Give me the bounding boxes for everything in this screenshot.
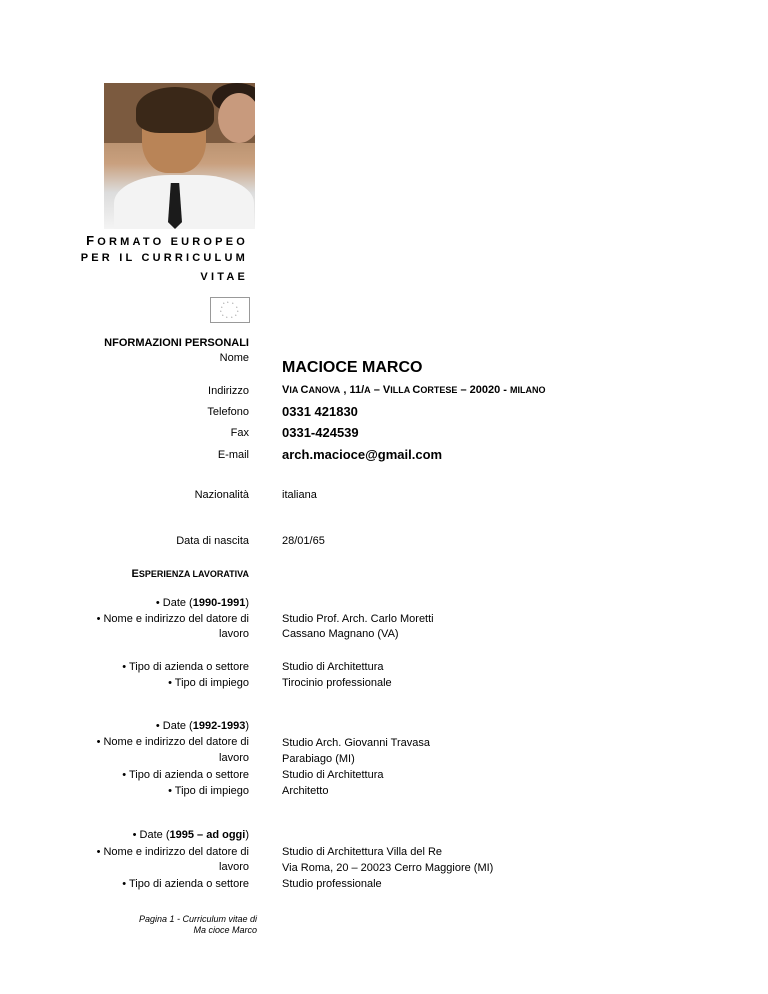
entry-job-label: • Tipo di impiego — [168, 785, 249, 797]
document-title-line-3: VITAE — [200, 271, 248, 283]
entry-job: Architetto — [282, 785, 329, 797]
phone-value: 0331 421830 — [282, 404, 358, 419]
entry-employer-name: Studio Arch. Giovanni Travasa — [282, 737, 430, 749]
address-label: Indirizzo — [208, 385, 249, 397]
name-label: Nome — [219, 352, 249, 364]
entry-date: • Date (1990-1991) — [155, 597, 249, 609]
name-value: MACIOCE MARCO — [282, 359, 423, 376]
entry-employer-address: Via Roma, 20 – 20023 Cerro Maggiore (MI) — [282, 862, 494, 874]
entry-sector: Studio professionale — [282, 878, 382, 890]
fax-value: 0331-424539 — [282, 425, 359, 440]
entry-employer-label: • Nome e indirizzo del datore di — [96, 613, 249, 625]
personal-info-heading: NFORMAZIONI PERSONALI — [104, 337, 249, 349]
entry-employer-name: Studio Prof. Arch. Carlo Moretti — [282, 613, 434, 625]
entry-job: Tirocinio professionale — [282, 677, 392, 689]
entry-employer-label-cont: lavoro — [219, 752, 249, 764]
entry-date: • Date (1995 – ad oggi) — [132, 829, 249, 841]
phone-label: Telefono — [207, 406, 249, 418]
profile-photo — [104, 83, 255, 229]
nationality-value: italiana — [282, 489, 317, 501]
entry-sector: Studio di Architettura — [282, 661, 384, 673]
entry-employer-address: Cassano Magnano (VA) — [282, 628, 399, 640]
entry-employer-label: • Nome e indirizzo del datore di — [96, 846, 249, 858]
birth-date-value: 28/01/65 — [282, 535, 325, 547]
entry-employer-label-cont: lavoro — [219, 861, 249, 873]
entry-employer-name: Studio di Architettura Villa del Re — [282, 846, 442, 858]
footer-line-2: Ma cioce Marco — [193, 925, 257, 935]
document-title-line-2: PER IL CURRICULUM — [80, 252, 248, 264]
fax-label: Fax — [230, 427, 249, 439]
entry-employer-label: • Nome e indirizzo del datore di — [96, 736, 249, 748]
entry-sector-label: • Tipo di azienda o settore — [122, 878, 249, 890]
email-value: arch.macioce@gmail.com — [282, 447, 443, 462]
entry-sector: Studio di Architettura — [282, 769, 384, 781]
birth-date-label: Data di nascita — [176, 535, 249, 547]
entry-employer-label-cont: lavoro — [219, 628, 249, 640]
entry-job-label: • Tipo di impiego — [168, 677, 249, 689]
eu-stars-logo: * * * * * * * * * * * — [210, 297, 250, 323]
footer-line-1: Pagina 1 - Curriculum vitae di — [138, 914, 257, 924]
nationality-label: Nazionalità — [194, 489, 249, 501]
document-title-line-1: FORMATO EUROPEO — [86, 233, 248, 248]
work-experience-heading: ESPERIENZA LAVORATIVA — [131, 568, 249, 580]
email-label: E-mail — [217, 449, 249, 461]
entry-sector-label: • Tipo di azienda o settore — [122, 769, 249, 781]
entry-date: • Date (1992-1993) — [155, 720, 249, 732]
page-footer — [139, 914, 257, 936]
address-value: VIA CANOVA , 11/A – VILLA CORTESE – 20020 - MILANO — [282, 384, 546, 396]
entry-employer-address: Parabiago (MI) — [282, 753, 355, 765]
entry-sector-label: • Tipo di azienda o settore — [122, 661, 249, 673]
